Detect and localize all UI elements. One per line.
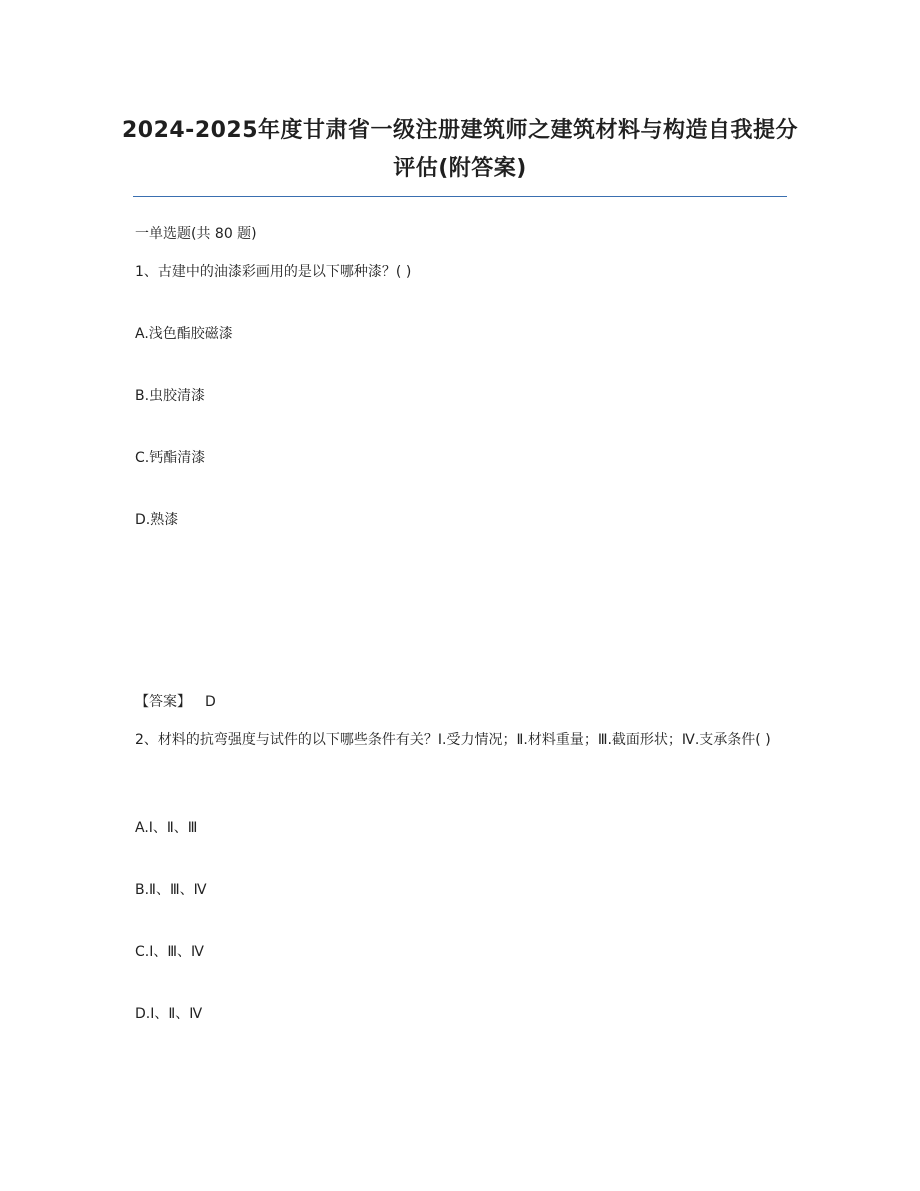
question-1-option-b: B.虫胶清漆: [135, 388, 206, 404]
title-divider: [133, 196, 787, 197]
question-1-option-c: C.钙酯清漆: [135, 450, 206, 466]
question-2-stem: 2、材料的抗弯强度与试件的以下哪些条件有关？Ⅰ.受力情况；Ⅱ.材料重量；Ⅲ.截面形状；Ⅳ.支承条件( ): [135, 732, 771, 748]
question-2-option-b: B.Ⅱ、Ⅲ、Ⅳ: [135, 882, 207, 898]
question-1-answer: [135, 692, 216, 712]
question-1-option-a: A.浅色酯胶磁漆: [135, 326, 233, 342]
section-heading: 一单选题(共 80 题): [135, 226, 257, 242]
question-1-option-d: D.熟漆: [135, 512, 179, 528]
question-2-option-d: D.Ⅰ、Ⅱ、Ⅳ: [135, 1006, 203, 1022]
answer-value: D: [205, 694, 216, 710]
answer-label: 【答案】: [135, 694, 191, 710]
document-title: 2024-2025年度甘肃省一级注册建筑师之建筑材料与构造自我提分评估(附答案): [121, 118, 799, 181]
question-1-stem: 1、古建中的油漆彩画用的是以下哪种漆？( ): [135, 264, 412, 280]
question-2-option-c: C.Ⅰ、Ⅲ、Ⅳ: [135, 944, 204, 960]
question-2-option-a: A.Ⅰ、Ⅱ、Ⅲ: [135, 820, 198, 836]
